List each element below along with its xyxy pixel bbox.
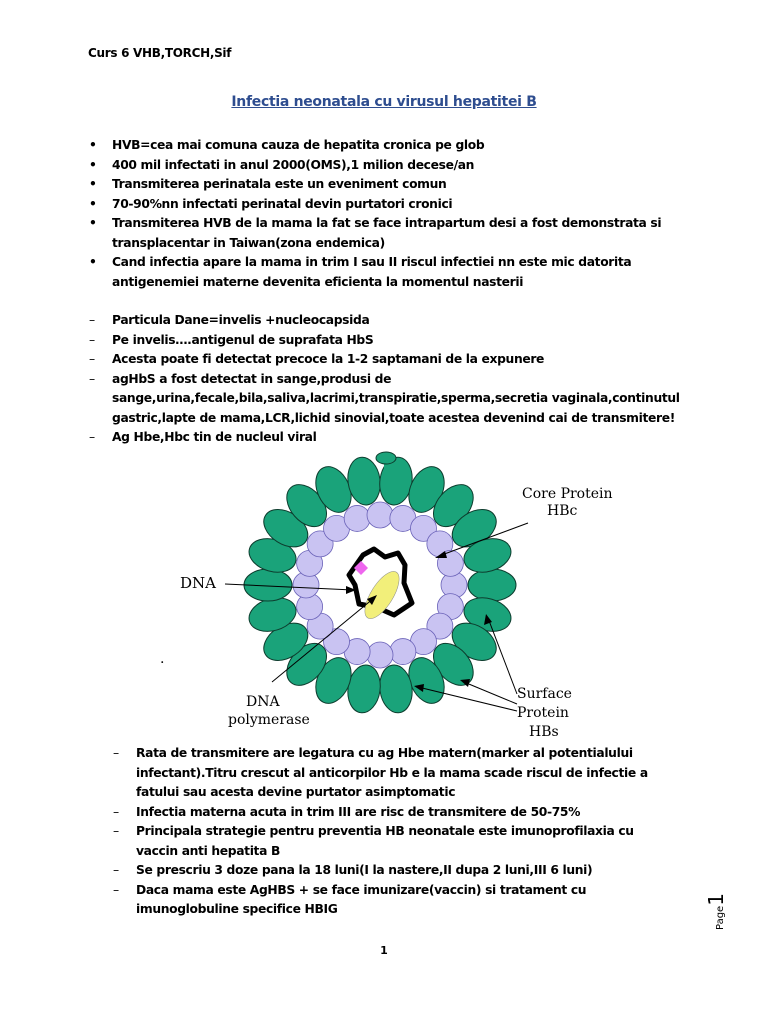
capsid-subunit: [367, 502, 393, 528]
label-protein: Protein: [517, 705, 569, 721]
bullet-list: [88, 136, 688, 292]
label-dna: DNA: [180, 574, 216, 592]
page-title: [0, 94, 768, 110]
list-item: – Daca mama este AgHBS + se face imunizare(vaccin) si tratament cu imunoglobuline specifice HBIG: [112, 881, 672, 920]
side-page-label: [704, 893, 744, 940]
dash-list-top: [88, 311, 688, 448]
page-number: 1: [380, 944, 388, 957]
list-item: • 70-90%nn infectati perinatal devin purtatori cronici: [88, 195, 688, 215]
list-item: – Rata de transmitere are legatura cu ag Hbe matern(marker al potentialului infectant).Titru crescut al anticorpilor Hb e la mama scade riscul de infectie a fatului sau acesta devine purtator asimptomatic: [112, 744, 672, 803]
list-item: • Cand infectia apare la mama in trim I sau II riscul infectiei nn este mic datorita antigenemiei materne devenita eficienta la momentul nasterii: [88, 253, 688, 292]
list-item: • Transmiterea HVB de la mama la fat se face intrapartum desi a fost demonstrata si transplacentar in Taiwan(zona endemica): [88, 214, 688, 253]
label-surface: Surface: [517, 686, 572, 702]
capsid-subunit: [344, 505, 370, 531]
list-item: • 400 mil infectati in anul 2000(OMS),1 milion decese/an: [88, 156, 688, 176]
label-hbc: HBc: [547, 503, 578, 519]
list-item: – Particula Dane=invelis +nucleocapsida: [88, 311, 688, 331]
list-item: – Acesta poate fi detectat precoce la 1-2 saptamani de la expunere: [88, 350, 688, 370]
list-item: – Pe invelis….antigenul de suprafata HbS: [88, 331, 688, 351]
page-title-text: Infectia neonatala cu virusul hepatitei B: [231, 94, 537, 110]
dash-list-bottom: [112, 744, 672, 920]
surface-protein-spike: [468, 569, 516, 601]
list-item: – Principala strategie pentru preventia HB neonatale este imunoprofilaxia cu vaccin anti hepatita B: [112, 822, 672, 861]
list-item: – Se prescriu 3 doze pana la 18 luni(I la nastere,II dupa 2 luni,III 6 luni): [112, 861, 672, 881]
label-hbs: HBs: [529, 724, 559, 740]
list-item: – Ag Hbe,Hbc tin de nucleul viral: [88, 428, 688, 448]
list-item: – Infectia materna acuta in trim III are risc de transmitere de 50-75%: [112, 803, 672, 823]
list-item: – agHbS a fost detectat in sange,produsi de sange,urina,fecale,bila,saliva,lacrimi,transpiratie,sperma,secretia vaginala,continutul gastric,lapte de mama,LCR,lichid sinovial,toate acestea devenind cai de transmitere!: [88, 370, 688, 429]
list-item: • HVB=cea mai comuna cauza de hepatita cronica pe glob: [88, 136, 688, 156]
spike-cap: [376, 452, 396, 464]
dna-polymerase-blob: [358, 566, 405, 623]
side-page-digit: 1: [704, 893, 728, 906]
hbv-virus-diagram: [150, 445, 613, 745]
side-page-text: [704, 893, 728, 930]
label-core-protein: Core Protein: [522, 486, 613, 502]
stray-dot: .: [160, 651, 165, 667]
list-item: • Transmiterea perinatala este un eveniment comun: [88, 175, 688, 195]
label-dna-poly-1: DNA: [246, 694, 280, 710]
document-header: Curs 6 VHB,TORCH,Sif: [88, 46, 232, 60]
arrow-line: [464, 682, 517, 704]
capsid-subunit: [367, 642, 393, 668]
side-page-word: Page: [715, 905, 726, 930]
capsid-subunit: [390, 639, 416, 665]
label-dna-poly-2: polymerase: [228, 712, 310, 728]
